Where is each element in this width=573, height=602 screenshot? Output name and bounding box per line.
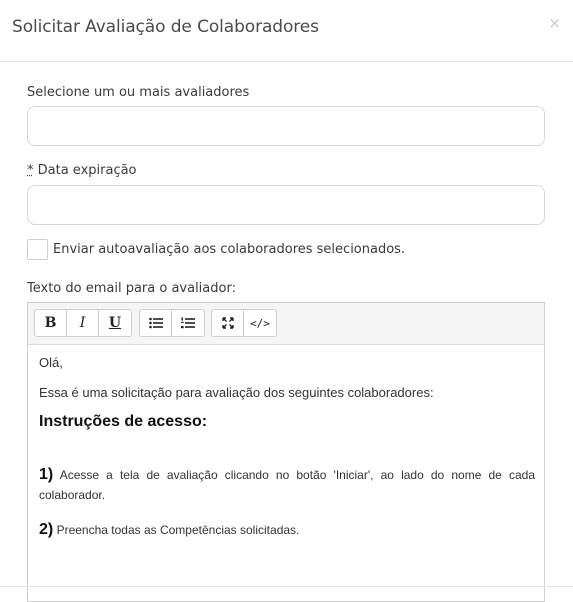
- modal-bottom-divider: [0, 586, 573, 587]
- modal-header: [0, 0, 573, 62]
- step-1-paragraph: [39, 465, 535, 505]
- evaluators-label: Selecione um ou mais avaliadores: [27, 85, 250, 100]
- list-button-group: [139, 309, 205, 337]
- greeting-text: Olá,: [39, 355, 63, 370]
- unordered-list-button[interactable]: [140, 310, 172, 336]
- step-2-paragraph: [39, 520, 535, 540]
- format-button-group: [34, 309, 132, 337]
- instructions-heading: Instruções de acesso:: [39, 413, 208, 430]
- rich-text-editor: [27, 302, 545, 602]
- intro-text: Essa é uma solicitação para avaliação dos seguintes colaboradores:: [39, 385, 434, 400]
- fullscreen-icon: [222, 317, 234, 329]
- modal-title: Solicitar Avaliação de Colaboradores: [12, 17, 319, 37]
- expiration-date-input[interactable]: [27, 185, 545, 225]
- step-1-text: Acesse a tela de avaliação clicando no botão 'Iniciar', ao lado do nome de cada colaborador.: [39, 468, 535, 502]
- ordered-list-button[interactable]: [172, 310, 204, 336]
- step-1-number: 1): [39, 466, 54, 483]
- ordered-list-icon: [181, 317, 195, 329]
- code-view-button[interactable]: </>: [250, 316, 270, 330]
- email-text-label: Texto do email para o avaliador:: [27, 281, 236, 296]
- expiration-label-text: Data expiração: [33, 163, 137, 178]
- italic-button[interactable]: I: [67, 310, 99, 336]
- step-2-number: 2): [39, 521, 54, 538]
- close-icon[interactable]: ×: [548, 14, 561, 32]
- expiration-label: [27, 163, 137, 178]
- required-mark: *: [27, 163, 34, 178]
- self-eval-checkbox[interactable]: [27, 239, 48, 260]
- step-2-text: Preencha todas as Competências solicitadas.: [53, 523, 300, 537]
- editor-toolbar: [28, 303, 544, 345]
- bold-button[interactable]: B: [35, 310, 67, 336]
- unordered-list-icon: [149, 317, 163, 329]
- fullscreen-button[interactable]: [212, 310, 244, 336]
- underline-button[interactable]: U: [108, 315, 122, 331]
- self-eval-checkbox-label: Enviar autoavaliação aos colaboradores selecionados.: [53, 242, 406, 257]
- view-button-group: [211, 309, 277, 337]
- evaluators-select[interactable]: [27, 106, 545, 146]
